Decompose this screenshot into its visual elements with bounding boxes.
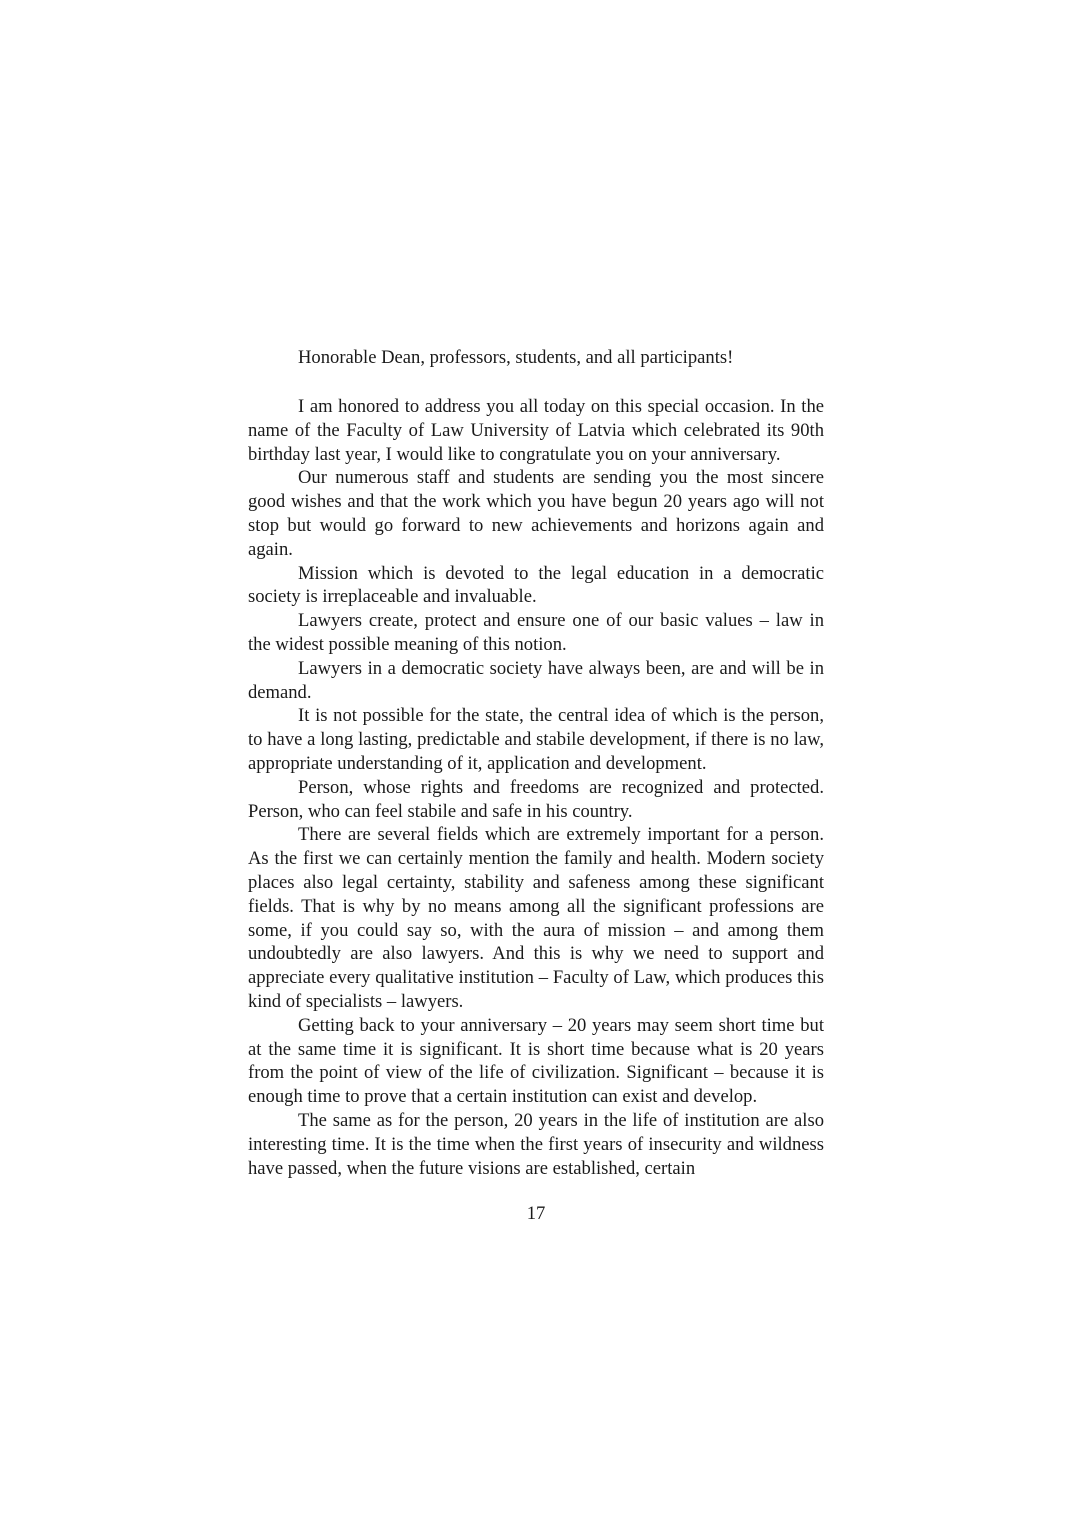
paragraph-9: Getting back to your anniversary – 20 years may seem short time but at the same time it is significant. It is short time because what is 20 years from the point of view of the life of civilization. Significant – because it is enough time to prove that a certain institution can exist and develop. xyxy=(248,1014,824,1108)
paragraph-2: Our numerous staff and students are sending you the most sincere good wishes and that the work which you have begun 20 years ago will not stop but would go forward to new achievements and horizons again and again. xyxy=(248,467,824,560)
page-number: 17 xyxy=(526,1203,546,1224)
paragraph-6: It is not possible for the state, the central idea of which is the person, to have a long lasting, predictable and stabile development, if there is no law, appropriate understanding of it, application and development. xyxy=(248,705,824,774)
paragraph-3: Mission which is devoted to the legal education in a democratic society is irreplaceable and invaluable. xyxy=(248,562,824,608)
paragraph-5: Lawyers in a democratic society have always been, are and will be in demand. xyxy=(248,657,824,703)
paragraph-8: There are several fields which are extremely important for a person. As the first we can certainly mention the family and health. Modern society places also legal certainty, stability and safeness among these significant fields. That is why by no means among all the significant professions are some, if you could say so, with the aura of mission – and among them undoubtedly are also lawyers. And this is why we need to support and appreciate every qualitative institution – Faculty of Law, which produces this kind of specialists – lawyers. xyxy=(248,824,824,1012)
paragraph-4: Lawyers create, protect and ensure one of our basic values – law in the widest possible meaning of this notion. xyxy=(248,610,824,655)
salutation: Honorable Dean, professors, students, and all participants! xyxy=(298,347,734,368)
paragraph-10: The same as for the person, 20 years in the life of institution are also interesting time. It is the time when the first years of insecurity and wildness have passed, when the future visions are established, certain xyxy=(248,1109,824,1179)
paragraph-1: I am honored to address you all today on this special occasion. In the name of the Faculty of Law University of Latvia which celebrated its 90th birthday last year, I would like to congratulate you on your anniversary. xyxy=(248,396,824,465)
paragraph-7: Person, whose rights and freedoms are recognized and protected. Person, who can feel stabile and safe in his country. xyxy=(248,776,824,822)
page-body xyxy=(248,346,824,1180)
